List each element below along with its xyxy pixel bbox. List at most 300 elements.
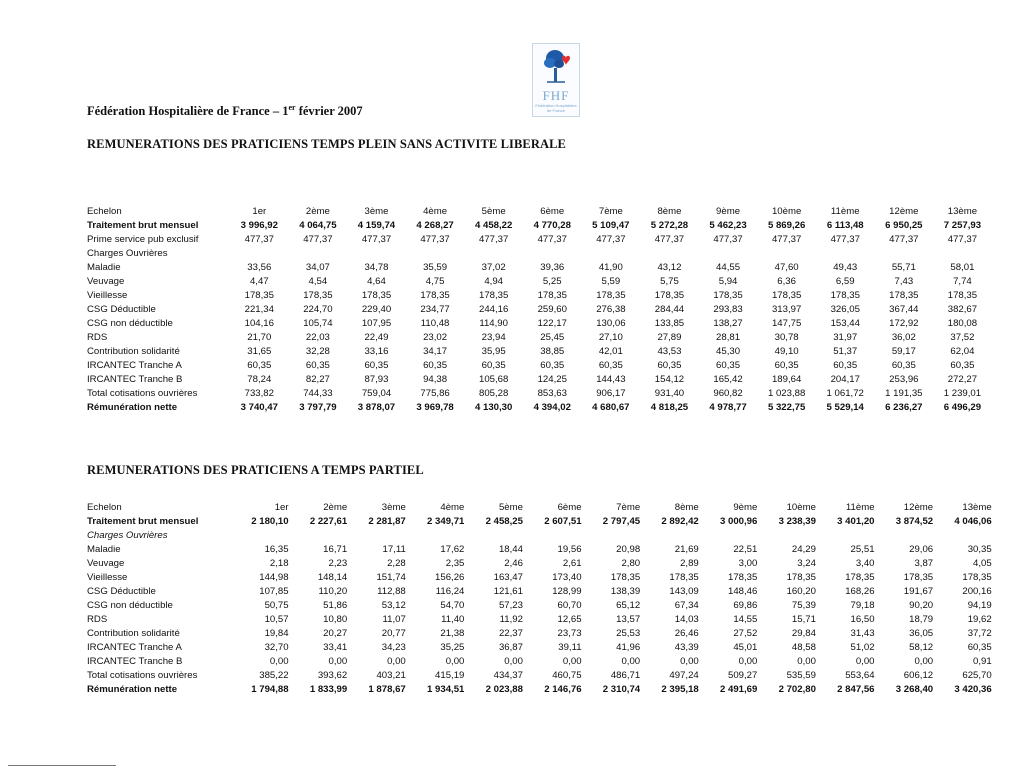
table-cell: 178,35 <box>713 290 743 301</box>
table-cell: 22,03 <box>305 332 330 343</box>
table-cell: 34,07 <box>305 262 330 273</box>
table-cell: 11,92 <box>499 614 523 625</box>
table-cell <box>347 247 406 261</box>
table-cell: 0,00 <box>797 656 816 667</box>
table-cell: 160,20 <box>786 586 816 597</box>
table-cell: 43,53 <box>657 346 682 357</box>
table-cell: 153,44 <box>830 318 860 329</box>
table-cell: 5 322,75 <box>767 402 806 413</box>
table-cell: 28,81 <box>716 332 741 343</box>
column-header: 2ème <box>323 502 348 513</box>
table-cell: 733,82 <box>244 388 274 399</box>
table-cell: 35,59 <box>423 262 448 273</box>
table-cell: 4 818,25 <box>650 402 689 413</box>
table-cell: 6,36 <box>777 276 796 287</box>
header-row <box>87 205 992 219</box>
table-cell: 39,11 <box>558 642 582 653</box>
table-cell: 6 950,25 <box>885 220 923 231</box>
table-cell: 82,27 <box>305 374 330 385</box>
table-cell: 7,74 <box>953 276 972 287</box>
table-cell: 434,37 <box>493 670 523 681</box>
table-cell: 3 969,78 <box>416 402 454 413</box>
table-cell: 5,25 <box>542 276 562 287</box>
table-cell: 180,08 <box>947 318 978 329</box>
table-cell: 244,16 <box>479 304 509 315</box>
header-text: Fédération Hospitalière de France – 1 <box>87 104 289 119</box>
column-header: 10ème <box>771 206 802 217</box>
table-cell: 34,23 <box>381 642 406 653</box>
table-cell: 53,12 <box>381 600 406 611</box>
row-label: Veuvage <box>87 276 125 287</box>
table-cell: 47,60 <box>774 262 799 273</box>
table-row <box>87 387 992 401</box>
table-cell: 60,70 <box>557 600 582 611</box>
table-cell: 26,46 <box>674 628 699 639</box>
table-cell: 2 702,80 <box>778 684 816 695</box>
table-cell: 415,19 <box>435 670 465 681</box>
table-cell: 58,12 <box>909 642 934 653</box>
table-cell: 22,37 <box>498 628 523 639</box>
table-cell: 3 420,36 <box>954 684 992 695</box>
column-header: 1er <box>274 502 289 513</box>
table-cell: 5 869,26 <box>767 220 806 231</box>
table-cell: 178,35 <box>610 572 641 583</box>
column-header: 8ème <box>674 502 699 513</box>
column-header: 7ème <box>616 502 641 513</box>
table-cell: 51,02 <box>850 642 875 653</box>
table-cell: 460,75 <box>552 670 582 681</box>
row-label: Echelon <box>87 206 122 217</box>
row-label: Vieillesse <box>87 290 128 301</box>
table-cell: 477,37 <box>654 234 685 245</box>
table-cell: 178,35 <box>244 290 274 301</box>
table-cell: 147,75 <box>771 318 802 329</box>
table-cell: 23,73 <box>557 628 582 639</box>
table-cell: 30,78 <box>774 332 799 343</box>
table-cell: 43,39 <box>674 642 699 653</box>
table-cell: 4,54 <box>308 276 328 287</box>
table-cell: 3 401,20 <box>837 516 875 527</box>
section-title-full-time: REMUNERATIONS DES PRATICIENS TEMPS PLEIN SANS ACTIVITE LIBERALE <box>87 137 566 151</box>
row-label: Contribution solidarité <box>87 628 180 639</box>
table-cell: 51,37 <box>833 346 858 357</box>
table-cell: 3 797,79 <box>299 402 337 413</box>
table-cell: 60,35 <box>305 360 330 371</box>
table-cell: 931,40 <box>654 388 685 399</box>
table-cell: 105,74 <box>303 318 333 329</box>
table-cell: 33,41 <box>323 642 348 653</box>
table-cell: 0,91 <box>973 656 992 667</box>
table-cell: 477,37 <box>889 234 919 245</box>
table-cell: 17,62 <box>440 544 465 555</box>
table-cell: 2,35 <box>445 558 465 569</box>
table-cell: 4 268,27 <box>416 220 454 231</box>
table-cell: 25,53 <box>616 628 641 639</box>
row-label: Charges Ouvrières <box>87 530 168 541</box>
table-cell: 36,87 <box>498 642 523 653</box>
table-cell: 1 794,88 <box>251 684 289 695</box>
table-cell: 385,22 <box>259 670 289 681</box>
row-label: Total cotisations ouvrières <box>87 388 198 399</box>
table-cell <box>523 247 582 261</box>
table-cell: 3,40 <box>855 558 875 569</box>
table-cell: 272,27 <box>947 374 978 385</box>
table-cell: 178,35 <box>771 290 802 301</box>
table-cell: 3 874,52 <box>895 516 934 527</box>
table-cell: 130,06 <box>596 318 626 329</box>
table-row <box>87 627 992 641</box>
table-cell: 154,12 <box>654 374 685 385</box>
row-label: Traitement brut mensuel <box>87 220 199 231</box>
table-cell: 42,01 <box>598 346 623 357</box>
table-cell: 178,35 <box>420 290 450 301</box>
table-cell: 7,43 <box>894 276 914 287</box>
table-cell: 625,70 <box>962 670 992 681</box>
table-cell: 51,86 <box>323 600 348 611</box>
table-row <box>87 289 992 303</box>
table-cell: 477,37 <box>361 234 392 245</box>
table-cell <box>699 247 758 261</box>
logo-letters: FHF <box>542 88 570 103</box>
table-cell: 4,75 <box>425 276 445 287</box>
table-cell: 4 770,28 <box>533 220 571 231</box>
table-cell: 20,98 <box>616 544 641 555</box>
table-cell: 2 491,69 <box>719 684 758 695</box>
table-cell: 178,35 <box>889 290 919 301</box>
table-row <box>87 233 992 247</box>
table-cell: 5,75 <box>660 276 679 287</box>
table-cell: 477,37 <box>303 234 333 245</box>
table-cell: 3 996,92 <box>240 220 278 231</box>
table-cell: 21,69 <box>674 544 699 555</box>
table-cell: 326,05 <box>830 304 860 315</box>
table-cell: 75,39 <box>791 600 816 611</box>
table-cell: 11,07 <box>382 614 406 625</box>
table-cell: 4 064,75 <box>299 220 337 231</box>
table-cell: 5,94 <box>718 276 738 287</box>
table-row <box>87 529 992 543</box>
table-cell: 2 458,25 <box>485 516 523 527</box>
table-row <box>87 275 992 289</box>
table-cell: 775,86 <box>420 388 450 399</box>
table-row <box>87 557 992 571</box>
table-cell: 0,00 <box>621 656 641 667</box>
table-cell <box>933 529 992 543</box>
table-cell: 4 046,06 <box>954 516 992 527</box>
row-label: CSG non déductible <box>87 318 173 329</box>
table-cell: 4,94 <box>484 276 504 287</box>
table-cell: 78,24 <box>247 374 272 385</box>
table-cell: 23,02 <box>423 332 448 343</box>
table-cell: 178,35 <box>962 572 992 583</box>
table-cell: 853,63 <box>537 388 567 399</box>
table-cell: 110,20 <box>318 586 348 597</box>
column-header: 6ème <box>540 206 565 217</box>
table-row <box>87 401 992 415</box>
table-cell: 2 281,87 <box>368 516 406 527</box>
table-cell: 128,99 <box>552 586 582 597</box>
table-cell <box>757 529 816 543</box>
table-cell <box>875 529 934 543</box>
table-cell: 2 349,71 <box>427 516 465 527</box>
table-cell: 759,04 <box>361 388 392 399</box>
table-cell: 10,57 <box>264 614 289 625</box>
table-cell: 156,26 <box>435 572 465 583</box>
row-label: Total cotisations ouvrières <box>87 670 198 681</box>
table-cell: 16,35 <box>264 544 289 555</box>
table-cell: 163,47 <box>493 572 523 583</box>
table-cell: 191,67 <box>903 586 934 597</box>
table-cell: 204,17 <box>830 374 860 385</box>
table-cell: 178,35 <box>845 572 875 583</box>
table-cell: 19,56 <box>557 544 582 555</box>
column-header: 11ème <box>830 206 860 217</box>
table-cell: 2,80 <box>621 558 641 569</box>
row-label: CSG non déductible <box>87 600 173 611</box>
table-cell: 403,21 <box>376 670 406 681</box>
table-cell: 58,01 <box>950 262 975 273</box>
table-cell: 906,17 <box>596 388 626 399</box>
table-cell: 2 847,56 <box>837 684 875 695</box>
header-sup: er <box>288 103 296 112</box>
column-header: 6ème <box>557 502 582 513</box>
table-cell: 24,29 <box>791 544 816 555</box>
table-cell: 43,12 <box>657 262 682 273</box>
table-cell: 14,55 <box>733 614 758 625</box>
table-cell: 2 310,74 <box>602 684 641 695</box>
row-label: Contribution solidarité <box>87 346 180 357</box>
table-cell: 313,97 <box>771 304 802 315</box>
table-cell: 27,10 <box>598 332 623 343</box>
column-header: 5ème <box>481 206 506 217</box>
table-cell: 2,61 <box>562 558 582 569</box>
table-cell: 2,89 <box>680 558 699 569</box>
table-cell: 60,35 <box>247 360 272 371</box>
table-cell: 5 529,14 <box>826 402 864 413</box>
table-cell: 0,00 <box>328 656 348 667</box>
table-cell: 3 000,96 <box>719 516 758 527</box>
table-cell: 4,64 <box>367 276 386 287</box>
table-cell: 60,35 <box>967 642 992 653</box>
table-cell: 382,67 <box>947 304 978 315</box>
table-cell: 3 238,39 <box>778 516 816 527</box>
table-row <box>87 331 992 345</box>
row-label: Maladie <box>87 544 121 555</box>
table-cell: 34,17 <box>423 346 448 357</box>
table-cell: 148,46 <box>728 586 758 597</box>
table-cell <box>464 247 523 261</box>
table-cell: 2 227,61 <box>309 516 348 527</box>
table-cell: 138,39 <box>610 586 641 597</box>
table-cell: 178,35 <box>669 572 699 583</box>
row-label: Charges Ouvrières <box>87 248 168 259</box>
table-cell <box>230 529 289 543</box>
tree-logo-icon <box>533 44 579 88</box>
table-cell: 16,71 <box>323 544 348 555</box>
table-cell: 234,77 <box>420 304 450 315</box>
column-header: 1er <box>252 206 267 217</box>
table-cell: 178,35 <box>596 290 626 301</box>
table-row <box>87 359 992 373</box>
table-cell: 6,59 <box>835 276 855 287</box>
table-cell: 39,36 <box>540 262 565 273</box>
column-header: 4ème <box>423 206 448 217</box>
document-header <box>87 103 363 119</box>
table-cell: 0,00 <box>269 656 289 667</box>
table-cell: 6 496,29 <box>943 402 982 413</box>
table-cell: 36,02 <box>891 332 916 343</box>
row-label: IRCANTEC Tranche B <box>87 374 183 385</box>
table-cell: 60,35 <box>540 360 565 371</box>
table-cell: 104,16 <box>244 318 274 329</box>
table-cell: 173,40 <box>552 572 582 583</box>
row-label: Rémunération nette <box>87 684 178 695</box>
table-cell: 1 239,01 <box>943 388 982 399</box>
table-cell: 2 892,42 <box>661 516 699 527</box>
table-row <box>87 543 992 557</box>
table-row <box>87 571 992 585</box>
table-cell: 0,00 <box>680 656 699 667</box>
table-cell: 54,70 <box>440 600 465 611</box>
table-cell: 1 023,88 <box>767 388 806 399</box>
table-cell: 133,85 <box>654 318 685 329</box>
table-cell: 0,00 <box>562 656 582 667</box>
row-label: IRCANTEC Tranche A <box>87 360 182 371</box>
table-cell: 6 113,48 <box>826 220 864 231</box>
table-cell: 284,44 <box>654 304 685 315</box>
table-cell: 148,14 <box>317 572 348 583</box>
table-cell: 60,35 <box>423 360 448 371</box>
table-cell: 3 268,40 <box>895 684 934 695</box>
row-label: IRCANTEC Tranche A <box>87 642 182 653</box>
table-cell: 31,97 <box>833 332 858 343</box>
column-header: 10ème <box>786 502 816 513</box>
table-cell: 116,24 <box>435 586 465 597</box>
table-row <box>87 219 992 233</box>
table-cell: 2 180,10 <box>251 516 289 527</box>
table-cell: 2,28 <box>387 558 406 569</box>
table-cell: 35,95 <box>481 346 506 357</box>
table-cell: 221,34 <box>244 304 274 315</box>
table-cell: 107,85 <box>259 586 289 597</box>
table-cell: 151,74 <box>376 572 406 583</box>
table-cell: 805,28 <box>479 388 509 399</box>
table-cell <box>406 247 465 261</box>
table-cell <box>640 529 699 543</box>
table-cell: 4 458,22 <box>474 220 513 231</box>
table-cell: 121,61 <box>493 586 523 597</box>
table-cell: 138,27 <box>713 318 743 329</box>
table-cell <box>289 247 348 261</box>
table-row <box>87 247 992 261</box>
table-cell: 122,17 <box>537 318 567 329</box>
table-cell <box>523 529 582 543</box>
table-cell: 12,65 <box>557 614 582 625</box>
table-cell: 87,93 <box>364 374 389 385</box>
row-label: Prime service pub exclusif <box>87 234 199 245</box>
table-cell: 393,62 <box>317 670 348 681</box>
table-cell: 14,03 <box>674 614 699 625</box>
table-cell: 259,60 <box>537 304 567 315</box>
row-label: IRCANTEC Tranche B <box>87 656 183 667</box>
table-cell: 477,37 <box>830 234 860 245</box>
table-cell: 112,88 <box>377 586 406 597</box>
table-cell <box>347 529 406 543</box>
table-cell: 90,20 <box>909 600 934 611</box>
table-cell: 16,50 <box>850 614 875 625</box>
column-header: 2ème <box>305 206 330 217</box>
table-cell: 4,47 <box>249 276 269 287</box>
table-row <box>87 345 992 359</box>
table-cell: 178,35 <box>947 290 978 301</box>
table-cell: 1 878,67 <box>368 684 406 695</box>
table-cell: 44,55 <box>716 262 741 273</box>
table-cell: 60,35 <box>481 360 506 371</box>
table-cell: 50,75 <box>264 600 289 611</box>
table-cell: 37,72 <box>967 628 992 639</box>
table-cell: 2,23 <box>328 558 348 569</box>
table-cell: 2 023,88 <box>485 684 523 695</box>
table-cell: 27,89 <box>657 332 682 343</box>
table-cell: 0,00 <box>738 656 758 667</box>
row-label: Traitement brut mensuel <box>87 516 199 527</box>
table-cell: 33,56 <box>247 262 272 273</box>
table-cell: 29,06 <box>909 544 934 555</box>
table-cell: 276,38 <box>596 304 626 315</box>
table-cell: 0,00 <box>504 656 523 667</box>
table-cell: 4 394,02 <box>533 402 571 413</box>
table-cell: 10,80 <box>323 614 348 625</box>
table-cell: 477,37 <box>537 234 567 245</box>
table-cell <box>875 247 934 261</box>
table-cell: 178,35 <box>479 290 509 301</box>
table-row <box>87 303 992 317</box>
table-cell: 37,02 <box>481 262 506 273</box>
table-cell: 27,52 <box>733 628 758 639</box>
table-cell: 110,48 <box>420 318 450 329</box>
table-row <box>87 613 992 627</box>
table-cell: 32,28 <box>305 346 330 357</box>
table-cell: 36,05 <box>909 628 934 639</box>
row-label: Echelon <box>87 502 122 513</box>
table-cell: 107,95 <box>361 318 392 329</box>
table-cell: 45,01 <box>733 642 758 653</box>
table-cell: 60,35 <box>774 360 799 371</box>
column-header: 4ème <box>440 502 465 513</box>
table-cell: 34,78 <box>364 262 389 273</box>
table-cell: 3 740,47 <box>240 402 278 413</box>
table-cell: 105,68 <box>479 374 509 385</box>
table-cell: 253,96 <box>889 374 919 385</box>
table-cell: 62,04 <box>950 346 975 357</box>
table-cell <box>757 247 816 261</box>
table-cell: 2,46 <box>504 558 523 569</box>
table-cell: 5,59 <box>601 276 621 287</box>
row-label: RDS <box>87 332 108 343</box>
table-cell: 59,17 <box>891 346 916 357</box>
table-cell: 178,35 <box>903 572 934 583</box>
column-header: 13ème <box>962 502 992 513</box>
table-cell: 168,26 <box>845 586 875 597</box>
table-cell: 4 159,74 <box>357 220 396 231</box>
table-cell: 3 878,07 <box>357 402 396 413</box>
table-row <box>87 683 992 697</box>
table-cell: 19,84 <box>264 628 289 639</box>
logo-subtitle: Fédération Hospitalière de France <box>535 103 577 113</box>
table-cell: 178,35 <box>786 572 816 583</box>
table-cell <box>933 247 992 261</box>
table-cell <box>699 529 758 543</box>
